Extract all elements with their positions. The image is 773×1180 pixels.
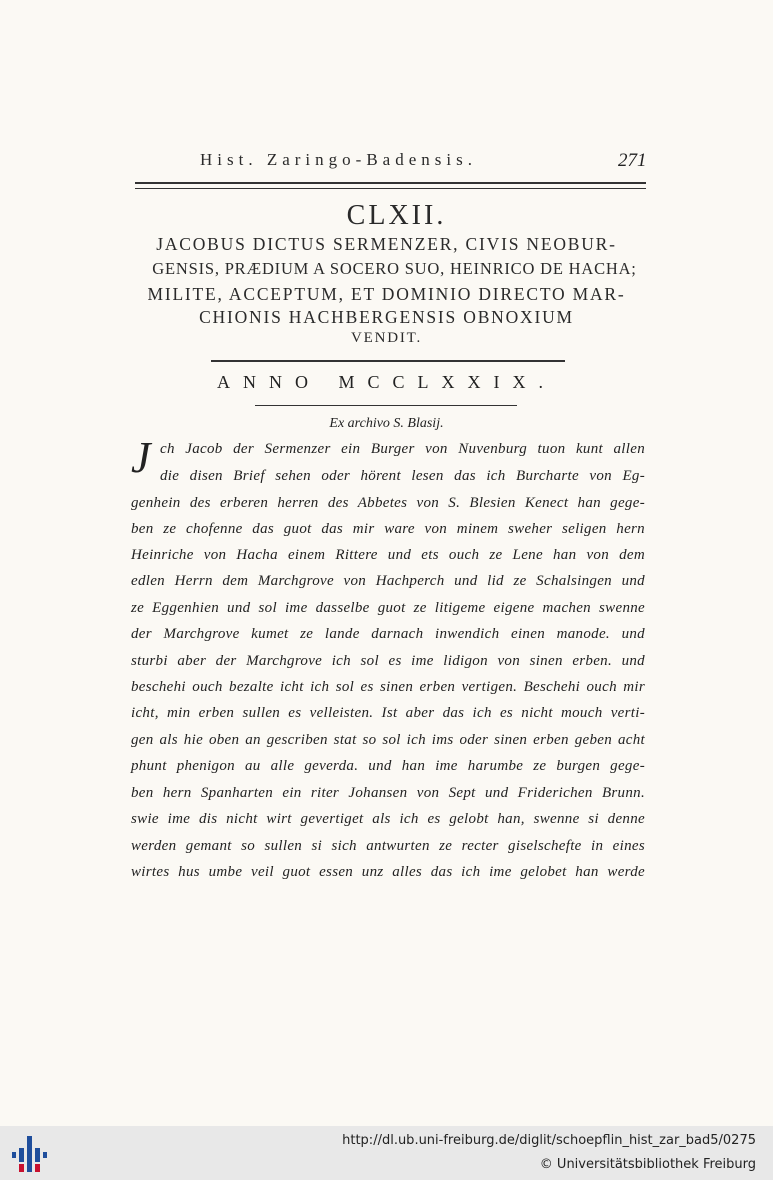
body-line: der Marchgrove kumet ze lande darnach inwendich einen manode. und (131, 626, 645, 642)
body-line: edlen Herrn dem Marchgrove von Hachperch und lid ze Schalsingen und (131, 573, 645, 589)
year-rule (255, 405, 517, 406)
body-line: werden gemant so sullen si sich antwurten ze recter giselschefte in eines (131, 838, 645, 854)
header-rule-top (135, 182, 646, 184)
body-line: icht, min erben sullen es velleisten. Ist aber das ich es nicht mouch verti- (131, 705, 645, 721)
body-line: wirtes hus umbe veil guot essen unz alles das ich ime gelobet han werde (131, 864, 645, 880)
charter-title-line: MILITE, ACCEPTUM, ET DOMINIO DIRECTO MAR- (147, 284, 626, 304)
title-rule (211, 360, 565, 362)
body-line: swie ime dis nicht wirt gevertiget als ich es gelobt han, swenne si denne (131, 811, 645, 827)
body-line: ch Jacob der Sermenzer ein Burger von Nuvenburg tuon kunt allen (160, 441, 645, 457)
charter-title-line: CHIONIS HACHBERGENSIS OBNOXIUM (199, 307, 574, 327)
copyright-notice: © Universitätsbibliothek Freiburg (539, 1157, 756, 1172)
body-line: beschehi ouch bezalte icht ich sol es sinen erben vertigen. Beschehi ouch mir (131, 679, 645, 695)
charter-title-line: VENDIT. (350, 330, 423, 346)
header-rule-bottom (135, 188, 646, 189)
body-line: die disen Brief sehen oder hörent lesen das ich Burcharte von Eg- (160, 468, 645, 484)
ub-freiburg-logo-icon[interactable] (10, 1134, 50, 1174)
body-line: ze Eggenhien und sol ime dasselbe guot ze litigeme eigene machen swenne (131, 600, 645, 616)
body-line: Heinriche von Hacha einem Rittere und ets ouch ze Lene han von dem (131, 547, 645, 563)
body-line: ben hern Spanharten ein riter Johansen von Sept und Friderichen Brunn. (131, 785, 645, 801)
viewer-footer (0, 1126, 773, 1180)
body-line: gen als hie oben an gescriben stat so sol ich ims oder sinen erben geben acht (131, 732, 645, 748)
running-head: Hist. Zaringo-Badensis. (200, 150, 477, 169)
charter-title-line: JACOBUS DICTUS SERMENZER, CIVIS NEOBUR- (156, 234, 617, 254)
body-line: sturbi aber der Marchgrove ich sol es ime lidigon von sinen erben. und (131, 653, 645, 669)
charter-year: ANNO MCCLXXIX. (217, 372, 556, 392)
page-number: 271 (618, 150, 647, 171)
body-line: genhein des erberen herren des Abbetes von S. Blesien Kenect han gege- (131, 495, 645, 511)
document-url[interactable]: http://dl.ub.uni-freiburg.de/diglit/schoepflin_hist_zar_bad5/0275 (342, 1133, 756, 1148)
drop-initial: J (131, 433, 151, 482)
body-line: ben ze chofenne das guot das mir ware von minem sweher seligen hern (131, 521, 645, 537)
archive-source: Ex archivo S. Blasij. (329, 416, 444, 431)
body-line: phunt phenigon au alle geverda. und han ime harumbe ze burgen gege- (131, 758, 645, 774)
charter-title-line: GENSIS, PRÆDIUM A SOCERO SUO, HEINRICO DE HACHA; (152, 259, 637, 278)
charter-number: CLXII. (346, 200, 447, 231)
